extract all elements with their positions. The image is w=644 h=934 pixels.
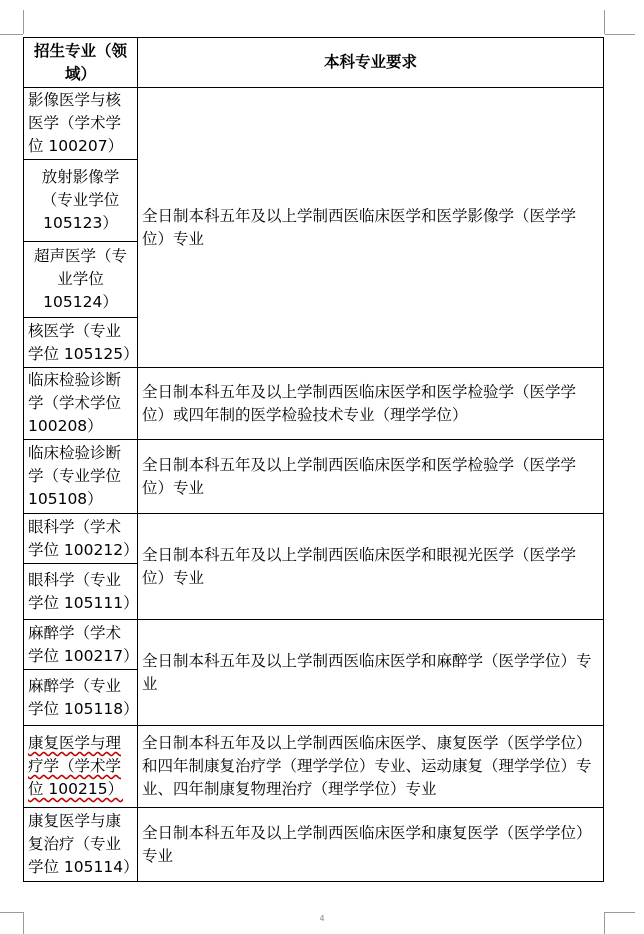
requirement-cell: 全日制本科五年及以上学制西医临床医学和眼视光医学（医学学位）专业 — [138, 514, 604, 620]
header-major: 招生专业（领域） — [24, 38, 138, 88]
requirement-cell: 全日制本科五年及以上学制西医临床医学和医学检验学（医学学位）或四年制的医学检验技术专业（理学学位） — [138, 368, 604, 440]
major-text-spellcheck: 康复医学与理疗学（学术学位 100215） — [28, 734, 124, 798]
requirement-cell: 全日制本科五年及以上学制西医临床医学、康复医学（医学学位）和四年制康复治疗学（理学学位）专业、运动康复（理学学位）专业、四年制康复物理治疗（理学学位）专业 — [138, 726, 604, 808]
header-row — [24, 38, 604, 88]
crop-mark-top-right-h — [605, 34, 635, 35]
table-row — [24, 368, 604, 440]
table-row — [24, 440, 604, 514]
table-row — [24, 88, 604, 160]
major-cell: 临床检验诊断学（学术学位 100208） — [24, 368, 138, 440]
crop-mark-bottom-right-h — [605, 912, 635, 913]
major-cell: 超声医学（专业学位 105124） — [24, 242, 138, 318]
table-row — [24, 514, 604, 564]
header-requirement: 本科专业要求 — [138, 38, 604, 88]
requirement-cell: 全日制本科五年及以上学制西医临床医学和医学影像学（医学学位）专业 — [138, 88, 604, 368]
major-cell: 核医学（专业学位 105125） — [24, 318, 138, 368]
crop-mark-top-right-v — [604, 10, 605, 34]
requirement-cell: 全日制本科五年及以上学制西医临床医学和医学检验学（医学学位）专业 — [138, 440, 604, 514]
table-row — [24, 620, 604, 670]
table-row — [24, 726, 604, 808]
major-cell: 麻醉学（学术学位 100217） — [24, 620, 138, 670]
major-cell — [24, 726, 138, 808]
major-cell: 眼科学（学术学位 100212） — [24, 514, 138, 564]
requirement-cell: 全日制本科五年及以上学制西医临床医学和康复医学（医学学位）专业 — [138, 808, 604, 882]
major-cell: 眼科学（专业学位 105111） — [24, 564, 138, 620]
major-requirements-table — [23, 37, 604, 882]
page-number: 4 — [319, 914, 325, 923]
major-cell: 康复医学与康复治疗（专业学位 105114） — [24, 808, 138, 882]
crop-mark-bottom-left-h — [0, 912, 23, 913]
table-row — [24, 808, 604, 882]
requirement-cell: 全日制本科五年及以上学制西医临床医学和麻醉学（医学学位）专业 — [138, 620, 604, 726]
major-cell: 临床检验诊断学（专业学位 105108） — [24, 440, 138, 514]
major-cell: 放射影像学（专业学位 105123） — [24, 160, 138, 242]
crop-mark-top-left-v — [23, 10, 24, 34]
major-cell: 麻醉学（专业学位 105118） — [24, 670, 138, 726]
major-cell: 影像医学与核医学（学术学位 100207） — [24, 88, 138, 160]
crop-mark-top-left-h — [0, 34, 23, 35]
